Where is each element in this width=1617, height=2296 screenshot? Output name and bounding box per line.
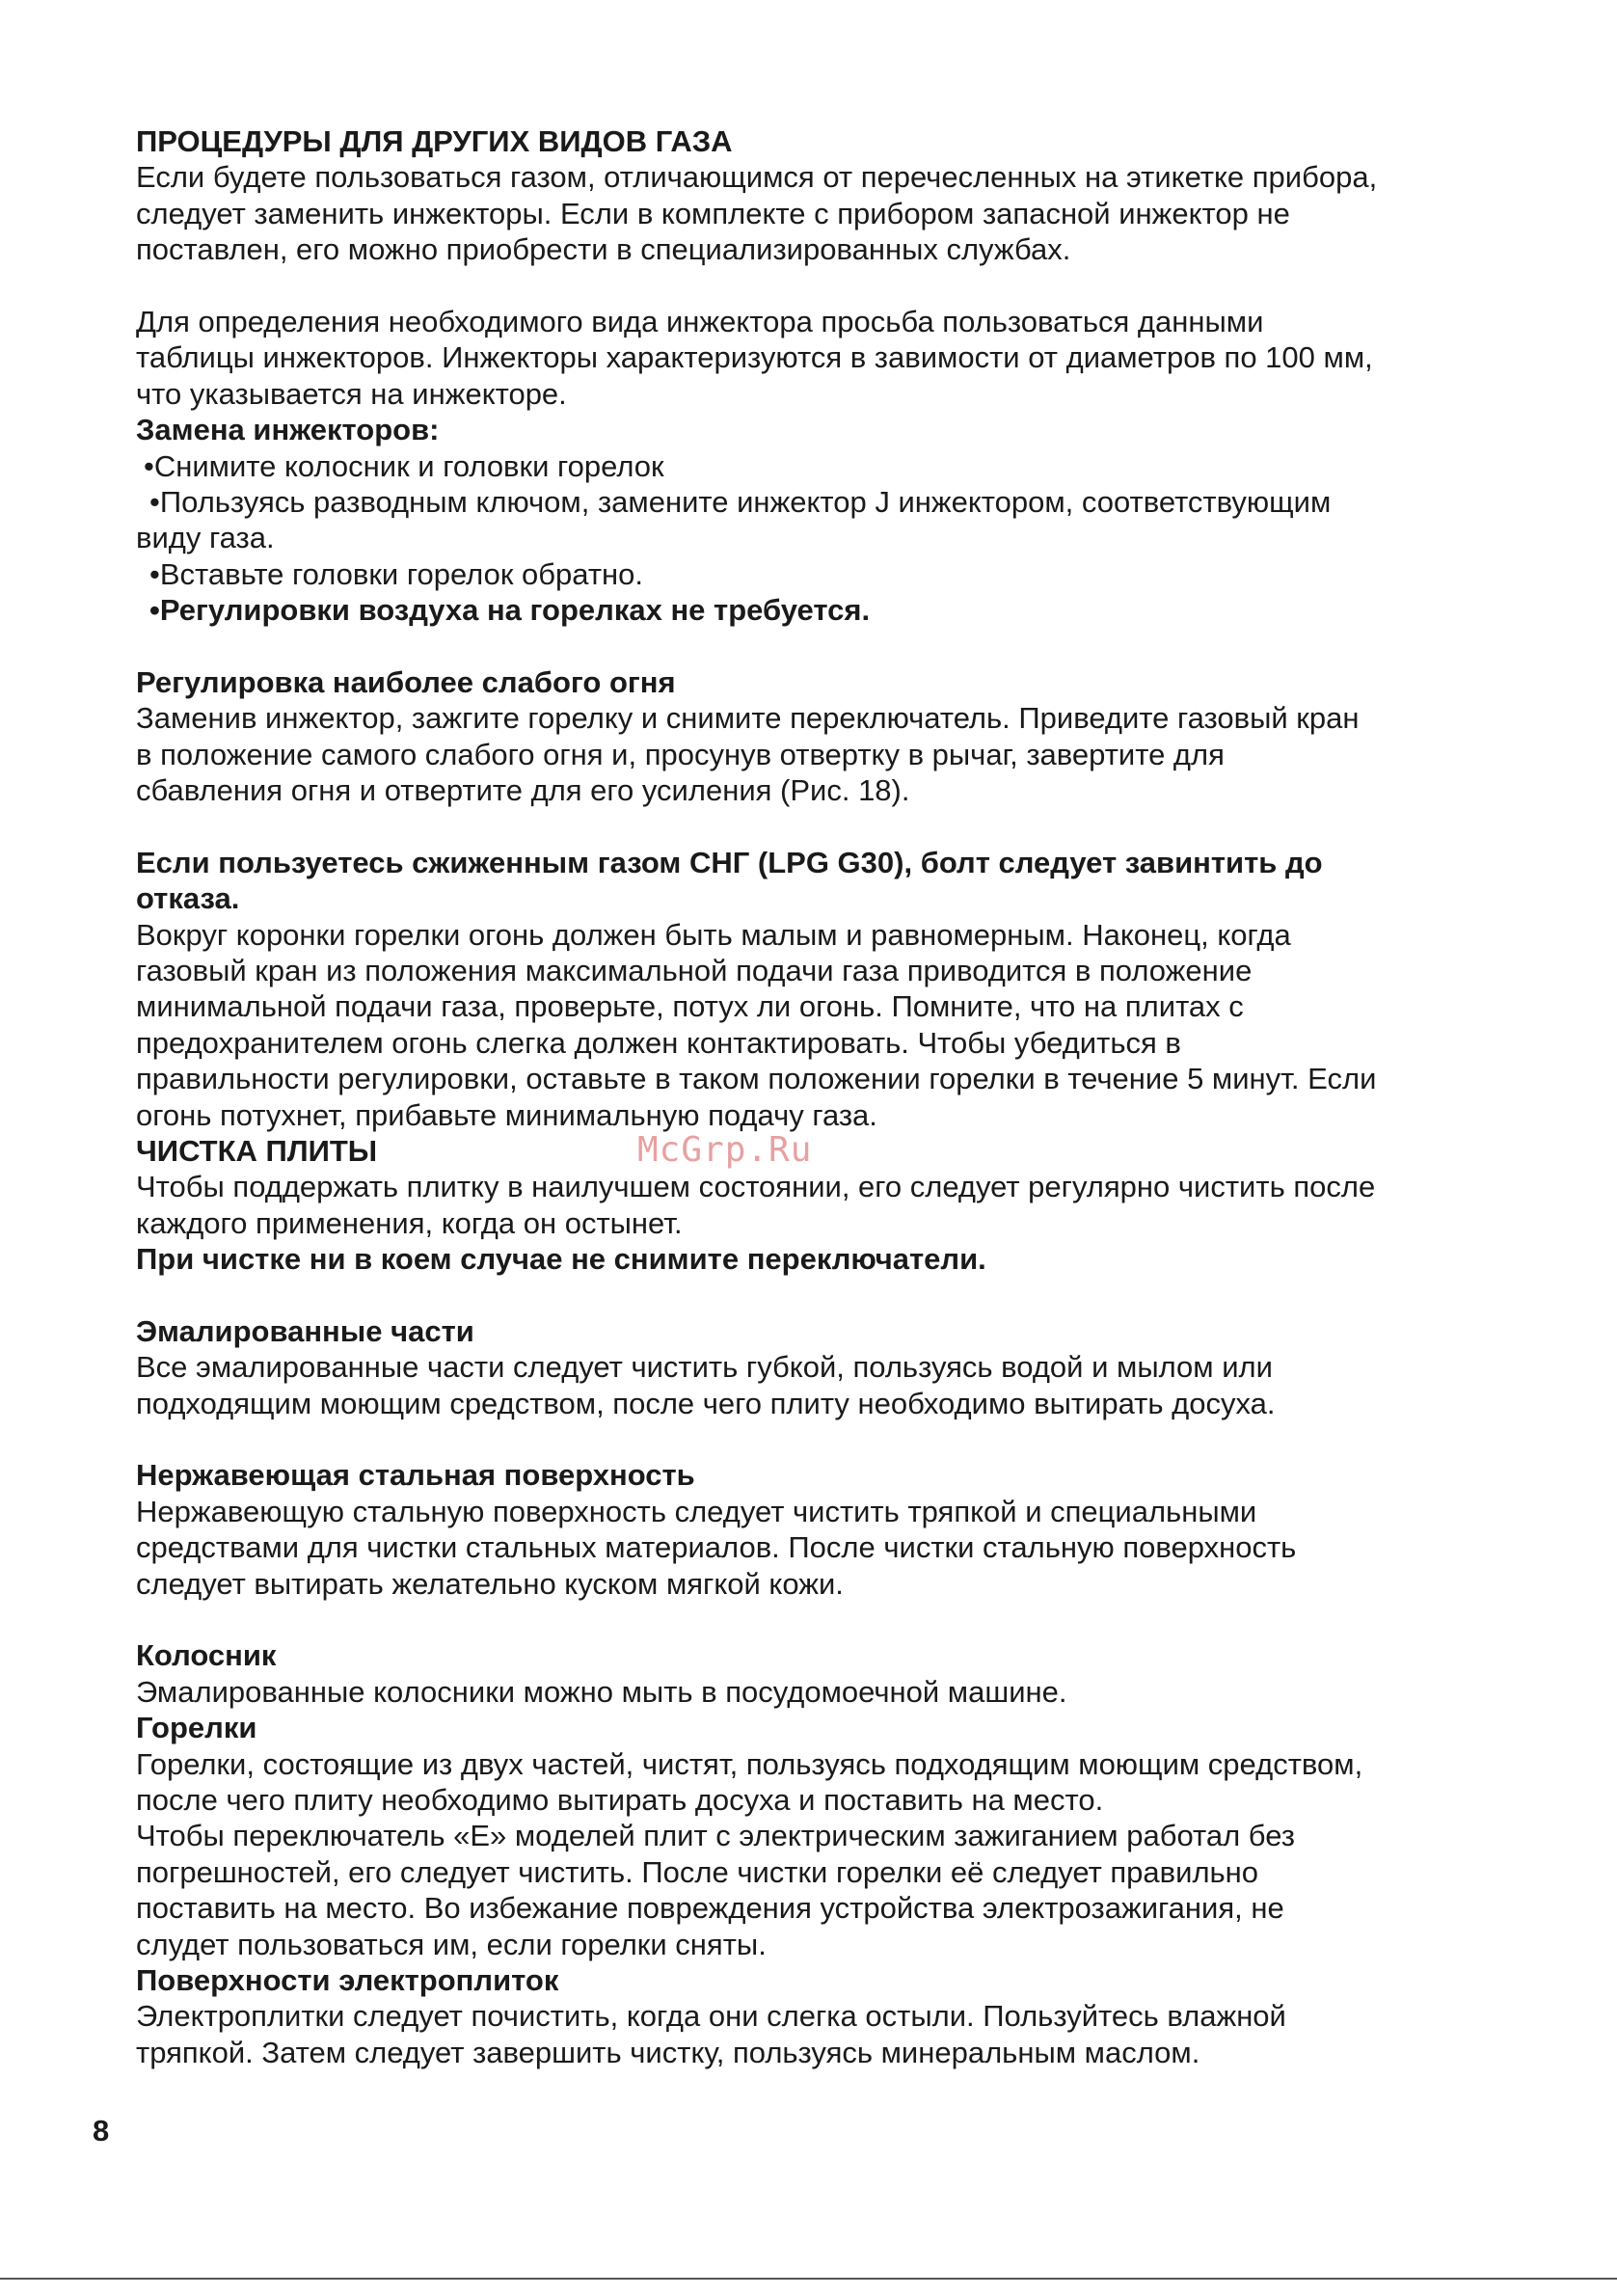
document-page [136,123,1486,2070]
paragraph-line: после чего плиту необходимо вытирать досуха и поставить на место. [136,1782,1104,1817]
paragraph-line: таблицы инжекторов. Инжекторы характеризуются в завимости от диаметров по 100 мм, [136,340,1373,375]
paragraph-line: слудет пользоваться им, если горелки сняты. [136,1927,767,1961]
paragraph-line: Электроплитки следует почистить, когда они слегка остыли. Пользуйтесь влажной [136,1999,1286,2034]
section-title-low-flame: Регулировка наиболее слабого огня [136,664,676,699]
paragraph-line: Заменив инжектор, зажгите горелку и снимите переключатель. Приведите газовый кран [136,701,1360,736]
bullet-item: •Пользуясь разводным ключом, замените инжектор J инжектором, соответствующим [149,484,1332,519]
paragraph-line: сбавления огня и отвертите для его усиления (Рис. 18). [136,773,910,808]
section-title-burners: Горелки [136,1711,257,1745]
paragraph-gap [136,628,1486,663]
paragraph-line: предохранителем огонь слегка должен контактировать. Чтобы убедиться в [136,1025,1181,1060]
paragraph-line: Если будете пользоваться газом, отличающимся от перечесленных на этикетке прибора, [136,160,1378,195]
paragraph-line: Вокруг коронки горелки огонь должен быть малым и равномерным. Наконец, когда [136,917,1291,952]
section-title-stainless: Нержавеющая стальная поверхность [136,1458,695,1493]
paragraph-gap [136,1602,1486,1637]
paragraph-line: следует вытирать желательно куском мягкой кожи. [136,1566,844,1601]
paragraph-line: Для определения необходимого вида инжектора просьба пользоваться данными [136,304,1264,338]
paragraph-line: подходящим моющим средством, после чего плиту необходимо вытирать досуха. [136,1386,1276,1420]
paragraph-gap [136,268,1486,304]
paragraph-line: Эмалированные колосники можно мыть в посудомоечной машине. [136,1674,1067,1709]
paragraph-line: Все эмалированные части следует чистить губкой, пользуясь водой и мылом или [136,1350,1273,1385]
section-title-cleaning: ЧИСТКА ПЛИТЫ [136,1133,378,1168]
watermark: McGrp.Ru [637,1130,813,1170]
paragraph-line: минимальной подачи газа, проверьте, потух ли огонь. Помните, что на плитах с [136,989,1244,1024]
paragraph-line: газовый кран из положения максимальной подачи газа приводится в положение [136,953,1253,987]
warning-line: При чистке ни в коем случае не снимите переключатели. [136,1242,986,1277]
paragraph-line: правильности регулировки, оставьте в таком положении горелки в течение 5 минут. Если [136,1062,1377,1096]
paragraph-line: Чтобы поддержать плитку в наилучшем состоянии, его следует регулярно чистить после [136,1170,1376,1204]
bullet-item-bold: •Регулировки воздуха на горелках не требуется. [149,593,871,628]
paragraph-line: следует заменить инжекторы. Если в комплекте с прибором запасной инжектор не [136,196,1290,230]
section-title-electric-plates: Поверхности электроплиток [136,1962,559,1997]
paragraph-line: погрешностей, его следует чистить. После чистки горелки её следует правильно [136,1854,1259,1889]
paragraph-line: тряпкой. Затем следует завершить чистку, пользуясь минеральным маслом. [136,2035,1200,2069]
paragraph-line: Чтобы переключатель «Е» моделей плит с электрическим зажиганием работал без [136,1819,1295,1853]
paragraph-line: поставлен, его можно приобрести в специализированных службах. [136,232,1071,267]
section-title-grate: Колосник [136,1638,277,1673]
paragraph-line: Горелки, состоящие из двух частей, чистят, пользуясь подходящим моющим средством, [136,1746,1363,1781]
section-title-gas-procedures: ПРОЦЕДУРЫ ДЛЯ ДРУГИХ ВИДОВ ГАЗА [136,124,733,158]
paragraph-line: что указывается на инжекторе. [136,376,567,411]
section-title-enamel: Эмалированные части [136,1313,474,1348]
paragraph-line: огонь потухнет, прибавьте минимальную подачу газа. [136,1097,877,1132]
paragraph-gap [136,808,1486,844]
paragraph-line: поставить на место. Во избежание повреждения устройства электрозажигания, не [136,1891,1284,1926]
paragraph-gap [136,1421,1486,1457]
section-title-lpg: Если пользуетесь сжиженным газом СНГ (LPG G30), болт следует завинтить до [136,845,1323,879]
paragraph-gap [136,1278,1486,1313]
section-title-injector-replacement: Замена инжекторов: [136,413,440,447]
bottom-divider [0,2278,1617,2280]
section-title-lpg-continuation: отказа. [136,881,240,916]
paragraph-line: средствами для чистки стальных материалов. После чистки стальную поверхность [136,1530,1297,1565]
bullet-item-continuation: виду газа. [136,521,275,555]
bullet-item: •Вставьте головки горелок обратно. [149,556,643,591]
paragraph-line: каждого применения, когда он остынет. [136,1205,683,1240]
paragraph-line: Нержавеющую стальную поверхность следует чистить тряпкой и специальными [136,1494,1257,1528]
bullet-item: •Снимите колосник и головки горелок [144,448,664,483]
page-number: 8 [93,2114,110,2147]
paragraph-line: в положение самого слабого огня и, просунув отвертку в рычаг, завертите для [136,737,1225,771]
